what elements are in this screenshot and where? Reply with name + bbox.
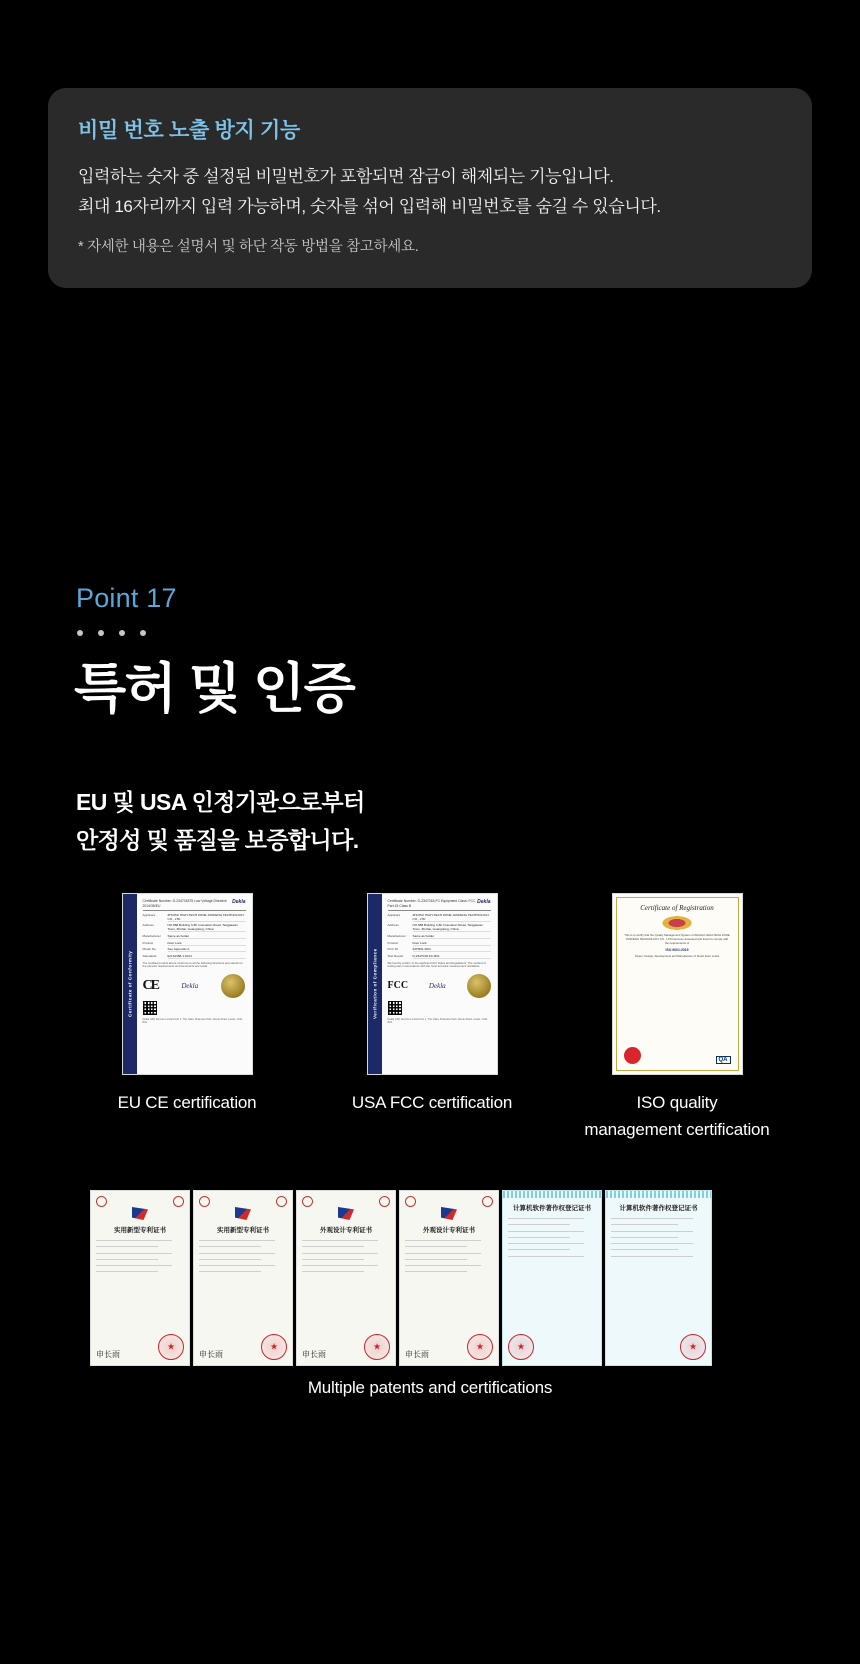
field-key: Address xyxy=(387,923,399,928)
certificate-caption-iso xyxy=(584,1089,769,1143)
gold-seal-icon xyxy=(221,974,245,998)
certificate-brand-ce: Dekla xyxy=(232,899,246,905)
stamp-icon xyxy=(405,1196,416,1207)
emblem-icon xyxy=(338,1207,354,1220)
decorative-border xyxy=(503,1191,601,1198)
signature-icon: 申长雨 xyxy=(302,1350,326,1359)
field-value: NO.888 Building 3-8F Innovation Road, Tangjiawan Town, Zhuhai, Guangdong, China xyxy=(413,923,491,932)
certificate-caption-iso-line-1: ISO quality xyxy=(636,1093,718,1112)
certificate-field-fcc-2 xyxy=(388,934,491,939)
patent-document-3 xyxy=(296,1190,396,1366)
field-value: Same as holder xyxy=(413,934,491,939)
certificate-item-ce xyxy=(76,893,298,1143)
stamp-icon xyxy=(173,1196,184,1207)
signature-icon: Dekla xyxy=(181,981,199,990)
certificate-sidebar-label-fcc: Verification of Compliance xyxy=(368,894,382,1074)
certificate-signature-row-iso xyxy=(624,1047,731,1064)
field-value: See Appendix A xyxy=(168,947,246,952)
certificate-body-iso xyxy=(616,897,739,1071)
certificate-image-ce xyxy=(122,893,253,1075)
patent-lines-1 xyxy=(96,1240,184,1272)
field-key: FCC ID xyxy=(387,947,398,952)
field-key: Model No. xyxy=(142,947,157,952)
field-value: ZHUHAI HIGH-TECH ZONE JUNFENG TECHNOLOGY CO., LTD xyxy=(412,912,490,921)
qr-code-icon xyxy=(388,1001,402,1015)
certificate-paragraph-fcc: We hereby confirm to the applicant FCC Rules and Regulations. The method of testing was in accordance with the most accurate measurement standards. xyxy=(387,960,486,969)
patent-document-2 xyxy=(193,1190,293,1366)
emblem-icon xyxy=(441,1207,457,1220)
section-subtitle-line-2: 안정성 및 품질을 보증합니다. xyxy=(76,827,359,853)
certificate-mark-row-fcc xyxy=(388,974,491,998)
dot-2 xyxy=(98,630,104,636)
field-key: Address xyxy=(142,923,154,928)
certificate-caption-iso-line-2: management certification xyxy=(584,1120,770,1139)
patent-title-3: 外观设计专利证书 xyxy=(320,1227,372,1234)
field-key: Manufacturer xyxy=(387,933,406,938)
patent-lines-4 xyxy=(405,1240,493,1272)
field-value: Door Lock xyxy=(413,941,491,946)
patent-top-4 xyxy=(405,1196,493,1207)
crest-icon xyxy=(660,915,694,931)
red-seal-icon xyxy=(261,1334,287,1360)
certificate-caption-fcc: USA FCC certification xyxy=(351,1093,513,1112)
certificate-brand-fcc: Dekla xyxy=(477,899,491,905)
field-value: EN 62368-1:2014 xyxy=(168,954,246,959)
red-seal-icon xyxy=(364,1334,390,1360)
patent-bottom-4 xyxy=(405,1334,493,1360)
stamp-icon xyxy=(482,1196,493,1207)
patent-bottom-1 xyxy=(96,1334,184,1360)
field-key: Product xyxy=(387,940,399,945)
certificate-field-ce-4 xyxy=(143,947,246,952)
dot-1 xyxy=(77,630,83,636)
patent-title-5: 计算机软件著作权登记证书 xyxy=(513,1205,591,1212)
red-seal-icon xyxy=(508,1334,534,1360)
certificate-paragraph-ce: The certified product above conforms to all the following directives and stands for the relevant requirements and documents test result. xyxy=(142,960,243,969)
certificate-row xyxy=(76,893,788,1143)
decorative-dots xyxy=(77,630,146,636)
patent-lines-2 xyxy=(199,1240,287,1272)
field-value: D-2347018-FC-R01 xyxy=(413,954,491,959)
field-key: Applicant xyxy=(142,912,156,917)
section-subtitle xyxy=(76,783,365,859)
point-label: Point 17 xyxy=(76,583,177,613)
decorative-border xyxy=(606,1191,711,1198)
certificate-head-text-ce: Certificate Number: D-234701875 Low Voltage Directive 2014/35/EU xyxy=(142,899,227,908)
info-card-title: 비밀 번호 노출 방지 기능 xyxy=(78,119,300,142)
page-title: 특허 및 인증 xyxy=(74,659,355,719)
certificate-head-text-fcc: Certificate Number: D-2347018-FC Equipment Class: FCC Part 15 Class B xyxy=(387,899,476,908)
emblem-icon xyxy=(235,1207,251,1220)
certificate-body-text-iso: This is to certify that the Quality Management System of ZHUHAI HIGH-TECH ZONE JUNFENG TECHNOLOGY CO., LTD has been assessed and found to comply with the requirements of xyxy=(624,933,730,945)
field-value: Door Lock xyxy=(168,941,246,946)
certificate-field-fcc-3 xyxy=(388,941,491,946)
field-key: Applicant xyxy=(387,912,401,917)
certificate-item-fcc xyxy=(321,893,543,1143)
patent-bottom-3 xyxy=(302,1334,390,1360)
stamp-icon xyxy=(276,1196,287,1207)
patent-title-4: 外观设计专利证书 xyxy=(423,1227,475,1234)
patent-document-6 xyxy=(605,1190,712,1366)
fcc-mark-icon: FCC xyxy=(387,980,409,992)
certificate-field-fcc-4 xyxy=(388,947,491,952)
certificate-standard-iso: ISO 9001:2015 xyxy=(665,948,689,953)
password-masking-info-card xyxy=(48,88,812,288)
certificate-title-iso: Certificate of Registration xyxy=(640,904,714,912)
red-seal-icon xyxy=(467,1334,493,1360)
stamp-icon xyxy=(199,1196,210,1207)
red-seal-icon xyxy=(158,1334,184,1360)
field-value: 2ATRW-JF01 xyxy=(413,947,491,952)
field-value: ZHUHAI HIGH-TECH ZONE JUNFENG TECHNOLOGY CO., LTD xyxy=(167,912,245,921)
patent-top-1 xyxy=(96,1196,184,1207)
patent-lines-5 xyxy=(508,1218,596,1257)
signature-icon: 申长雨 xyxy=(405,1350,429,1359)
patent-lines-6 xyxy=(611,1218,706,1257)
patent-title-6: 计算机软件著作权登记证书 xyxy=(619,1205,698,1212)
certificate-body-ce xyxy=(137,894,252,1074)
certificate-field-ce-3 xyxy=(143,941,246,946)
patent-document-1 xyxy=(90,1190,190,1366)
certificate-mark-row-ce xyxy=(143,974,246,998)
certificate-sidebar-label-ce: Certificate of Conformity xyxy=(123,894,137,1074)
field-key: Standards xyxy=(142,953,157,958)
certificate-field-fcc-1 xyxy=(388,923,491,932)
certificate-field-ce-0 xyxy=(143,913,246,922)
field-key: Manufacturer xyxy=(142,933,161,938)
patent-row xyxy=(90,1190,725,1366)
patent-document-5 xyxy=(502,1190,602,1366)
certificate-field-ce-5 xyxy=(143,954,246,959)
certificate-body-fcc xyxy=(382,894,497,1074)
certificate-header-fcc xyxy=(388,899,491,911)
field-value: NO.888 Building 3-8F Innovation Road, Tangjiawan Town, Zhuhai, Guangdong, China xyxy=(168,923,246,932)
dot-4 xyxy=(140,630,146,636)
patent-lines-3 xyxy=(302,1240,390,1272)
certificate-footer-fcc: Dekla (UK) Service Limited Unit 1, The Oaks, Business Park, Revie Road, Leeds, LS11 8JG xyxy=(387,1017,488,1025)
certificate-item-iso xyxy=(566,893,788,1143)
certificate-image-fcc xyxy=(367,893,498,1075)
red-seal-icon xyxy=(624,1047,641,1064)
patent-title-2: 实用新型专利证书 xyxy=(217,1227,269,1234)
emblem-icon xyxy=(132,1207,148,1220)
ce-mark-icon: CE xyxy=(142,977,158,993)
patent-bottom-5 xyxy=(508,1334,596,1360)
field-key: Product xyxy=(142,940,154,945)
patent-top-3 xyxy=(302,1196,390,1207)
stamp-icon xyxy=(96,1196,107,1207)
certificate-field-fcc-5 xyxy=(388,954,491,959)
certificate-field-fcc-0 xyxy=(388,913,491,922)
info-card-line-2: 최대 16자리까지 입력 가능하며, 숫자를 섞어 입력해 비밀번호를 숨길 수 있습니다. xyxy=(78,197,661,216)
certificate-field-ce-2 xyxy=(143,934,246,939)
red-seal-icon xyxy=(680,1334,706,1360)
qr-code-icon xyxy=(143,1001,157,1015)
patent-bottom-2 xyxy=(199,1334,287,1360)
patent-title-1: 实用新型专利证书 xyxy=(114,1227,166,1234)
signature-icon: 申长雨 xyxy=(96,1350,120,1359)
patent-row-caption: Multiple patents and certifications xyxy=(307,1378,553,1397)
stamp-icon xyxy=(379,1196,390,1207)
certificate-header-ce xyxy=(143,899,246,911)
patent-top-2 xyxy=(199,1196,287,1207)
dot-3 xyxy=(119,630,125,636)
signature-icon: 申长雨 xyxy=(199,1350,223,1359)
section-subtitle-line-1: EU 및 USA 인정기관으로부터 xyxy=(76,789,365,815)
qa-badge-icon: QA xyxy=(716,1056,731,1064)
field-value: Same as holder xyxy=(168,934,246,939)
stamp-icon xyxy=(302,1196,313,1207)
patent-bottom-6 xyxy=(611,1334,706,1360)
patent-document-4 xyxy=(399,1190,499,1366)
certificate-caption-ce: EU CE certification xyxy=(117,1093,257,1112)
gold-seal-icon xyxy=(467,974,491,998)
certificate-field-ce-1 xyxy=(143,923,246,932)
info-card-note: * 자세한 내용은 설명서 및 하단 작동 방법을 참고하세요. xyxy=(78,239,419,255)
info-card-line-1: 입력하는 숫자 중 설정된 비밀번호가 포함되면 잠금이 해제되는 기능입니다. xyxy=(78,167,614,186)
certificate-footer-ce: Dekla (UK) Service Limited Unit 1, The Oaks, Business Park, Revie Road, Leeds, LS11 8JG xyxy=(142,1017,243,1025)
certificate-image-iso xyxy=(612,893,743,1075)
certificate-scope-iso: Scope: Design, Development and Manufacture of Smart Door Locks xyxy=(634,954,720,959)
signature-icon: Dekla xyxy=(428,981,446,990)
field-key: Test Report xyxy=(387,953,404,958)
